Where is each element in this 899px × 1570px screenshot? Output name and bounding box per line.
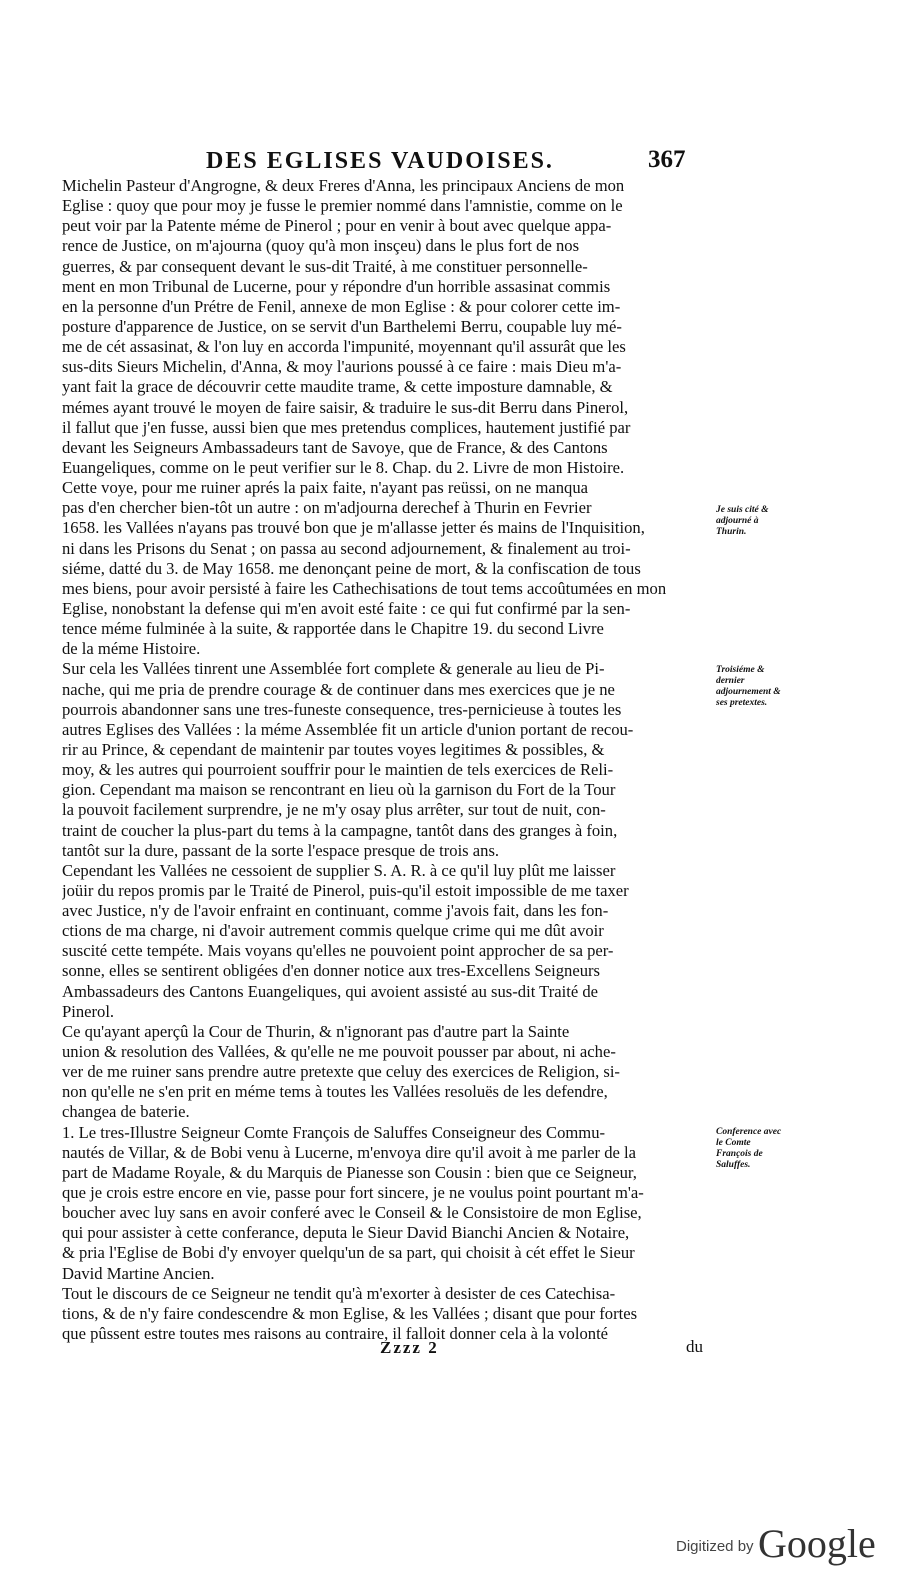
text-line: 1. Le tres-Illustre Seigneur Comte François de Saluffes Conseigneur des Commu- <box>62 1122 606 1142</box>
text-line: posture d'apparence de Justice, on se servit d'un Barthelemi Berru, coupable luy mé- <box>62 316 622 336</box>
text-line: union & resolution des Vallées, & qu'elle ne me pouvoit pousser par about, ni ache- <box>62 1042 616 1062</box>
text-line: sonne, elles se sentirent obligées d'en donner notice aux tres-Excellens Seigneurs <box>62 961 600 981</box>
text-line: traint de coucher la plus-part du tems à la campagne, tantôt dans des granges à foin, <box>62 820 618 840</box>
text-line: gion. Cependant ma maison se rencontrant en lieu où la garnison du Fort de la Tour <box>62 780 616 800</box>
page-number: 367 <box>648 146 686 173</box>
text-line: tantôt sur la dure, passant de la sorte l'espace presque de trois ans. <box>62 840 500 860</box>
text-line: la pouvoit facilement surprendre, je ne m'y osay plus arrêter, sur tout de nuit, con- <box>62 800 606 820</box>
text-line: sus-dits Sieurs Michelin, d'Anna, & moy l'aurions poussé à ce faire : mais Dieu m'a- <box>62 357 622 377</box>
text-line: autres Eglises des Vallées : la méme Assemblée fit un article d'union portant de recou- <box>62 719 634 739</box>
text-line: Michelin Pasteur d'Angrogne, & deux Freres d'Anna, les principaux Anciens de mon <box>62 176 625 195</box>
text-line: mes biens, pour avoir persisté à faire les Cathechisations de tout tems accoûtumées en mon <box>62 578 667 598</box>
text-line: peut voir par la Patente méme de Pinerol ; pour en venir à bout avec quelque appa- <box>62 216 612 236</box>
text-line: yant fait la grace de découvrir cette maudite trame, & cette imposture damnable, & <box>62 377 613 397</box>
margin-note-adjournment: Je suis cité & adjourné à Thurin. <box>716 505 769 537</box>
text-line: pourrois abandonner sans une tres-funeste consequence, tres-pernicieuse à toutes les <box>62 699 622 719</box>
text-line: siéme, datté du 3. de May 1658. me denonçant peine de mort, & la confiscation de tous <box>62 558 641 578</box>
text-line: rir au Prince, & cependant de maintenir par toutes voyes legitimes & possibles, & <box>62 739 605 759</box>
text-line: Ambassadeurs des Cantons Euangeliques, qui avoient assisté au sus-dit Traité de <box>62 981 598 1001</box>
text-line: ver de me ruiner sans prendre autre pretexte que celuy des exercices de Religion, si- <box>62 1062 620 1082</box>
text-line: Eglise : quoy que pour moy je fusse le premier nommé dans l'amnistie, comme on le <box>62 196 623 216</box>
margin-note-conference: Conference avec le Comte François de Saluffes. <box>716 1127 782 1170</box>
text-line: avec Justice, n'y de l'avoir enfraint en continuant, comme j'avois fait, dans les fon- <box>62 901 609 921</box>
text-line: joüir du repos promis par le Traité de Pinerol, puis-qu'il estoit impossible de me taxer <box>62 880 629 900</box>
text-line: nache, qui me pria de prendre courage & de continuer dans mes exercices que je ne <box>62 679 615 699</box>
signature-mark: Zzzz 2 <box>380 1338 439 1357</box>
text-line: ment en mon Tribunal de Lucerne, pour y répondre d'un horrible assasinat commis <box>62 276 611 296</box>
text-line: Euangeliques, comme on le peut verifier sur le 8. Chap. du 2. Livre de mon Histoire. <box>62 457 625 477</box>
text-line: Cette voye, pour me ruiner aprés la paix faite, n'ayant pas reüssi, on ne manqua <box>62 478 588 498</box>
text-line: rence de Justice, on m'ajourna (quoy qu'à mon insçeu) dans le plus fort de nos <box>62 236 580 256</box>
text-line: nautés de Villar, & de Bobi venu à Lucerne, m'envoya dire qu'il avoit à me parler de la <box>62 1142 636 1162</box>
text-line: non qu'elle ne s'en prit en méme tems à toutes les Vallées resoluës de les defendre, <box>62 1082 608 1102</box>
text-line: David Martine Ancien. <box>62 1263 215 1283</box>
text-line: tions, & de n'y faire condescendre & mon Eglise, & les Vallées ; disant que pour fortes <box>62 1303 638 1323</box>
text-line: qui pour assister à cette conferance, deputa le Sieur David Bianchi Ancien & Notaire, <box>62 1223 630 1243</box>
text-line: de la méme Histoire. <box>62 639 201 659</box>
text-line: Tout le discours de ce Seigneur ne tendit qu'à m'exorter à desister de ces Catechisa- <box>62 1283 616 1303</box>
digitized-prefix: Digitized by <box>676 1538 754 1555</box>
text-line: Eglise, nonobstant la defense qui m'en avoit esté faite : ce qui fut confirmé par la sen- <box>62 598 631 618</box>
body-text <box>62 176 714 1344</box>
text-line: Pinerol. <box>62 1001 115 1021</box>
text-line: que je crois estre encore en vie, passe pour fort sincere, je ne voulus point pourtant m'a- <box>62 1183 644 1203</box>
text-line: en la personne d'un Prétre de Fenil, annexe de mon Eglise : & pour colorer cette im- <box>62 296 621 316</box>
text-line: pas d'en chercher bien-tôt un autre : on m'adjourna derechef à Thurin en Fevrier <box>62 498 592 518</box>
text-line: Ce qu'ayant aperçû la Cour de Thurin, & n'ignorant pas d'autre part la Sainte <box>62 1021 570 1041</box>
running-title: DES EGLISES VAUDOISES. <box>206 148 554 174</box>
text-line: me de cét assasinat, & l'on luy en accorda l'impunité, moyennant qu'il assurât que les <box>62 337 626 357</box>
text-line: que pûssent estre toutes mes raisons au contraire, il falloit donner cela à la volonté <box>62 1324 609 1344</box>
text-line: mémes ayant trouvé le moyen de faire saisir, & traduire le sus-dit Berru dans Pinerol, <box>62 397 629 417</box>
text-line: suscité cette tempéte. Mais voyans qu'elles ne pouvoient point approcher de sa per- <box>62 941 614 961</box>
text-line: devant les Seigneurs Ambassadeurs tant de Savoye, que de France, & des Cantons <box>62 437 608 457</box>
text-line: & pria l'Eglise de Bobi d'y envoyer quelqu'un de sa part, qui choisit à cét effet le Sieur <box>62 1243 635 1263</box>
text-line: boucher avec luy sans en avoir conferé avec le Conseil & le Consistoire de mon Eglise, <box>62 1203 642 1223</box>
text-line: 1658. les Vallées n'ayans pas trouvé bon que je m'allasse jetter és mains de l'Inquisition, <box>62 518 645 538</box>
text-line: il fallut que j'en fusse, aussi bien que mes pretendus complices, hautement justifié par <box>62 417 631 437</box>
text-line: moy, & les autres qui pourroient souffrir pour le maintien de tels exercices de Reli- <box>62 760 614 780</box>
google-logo: Google <box>758 1521 876 1566</box>
catchword: du <box>686 1337 703 1356</box>
text-line: ctions de ma charge, ni d'avoir autrement commis quelque crime qui me dût avoir <box>62 921 604 941</box>
text-line: Cependant les Vallées ne cessoient de supplier S. A. R. à ce qu'il luy plût me laisser <box>62 860 616 880</box>
text-line: changea de baterie. <box>62 1102 190 1122</box>
text-line: Sur cela les Vallées tinrent une Assemblée fort complete & generale au lieu de Pi- <box>62 659 605 679</box>
text-line: ni dans les Prisons du Senat ; on passa au second adjournement, & finalement au troi- <box>62 538 631 558</box>
digitized-by-watermark <box>676 1520 876 1567</box>
margin-note-third-adjournment: Troisiéme & dernier adjournement & ses pretextes. <box>716 665 781 708</box>
text-line: guerres, & par consequent devant le sus-dit Traité, à me constituer personnelle- <box>62 256 588 276</box>
text-line: part de Madame Royale, & du Marquis de Pianesse son Cousin : bien que ce Seigneur, <box>62 1162 637 1182</box>
text-line: tence méme fulminée à la suite, & rapportée dans le Chapitre 19. du second Livre <box>62 619 604 639</box>
